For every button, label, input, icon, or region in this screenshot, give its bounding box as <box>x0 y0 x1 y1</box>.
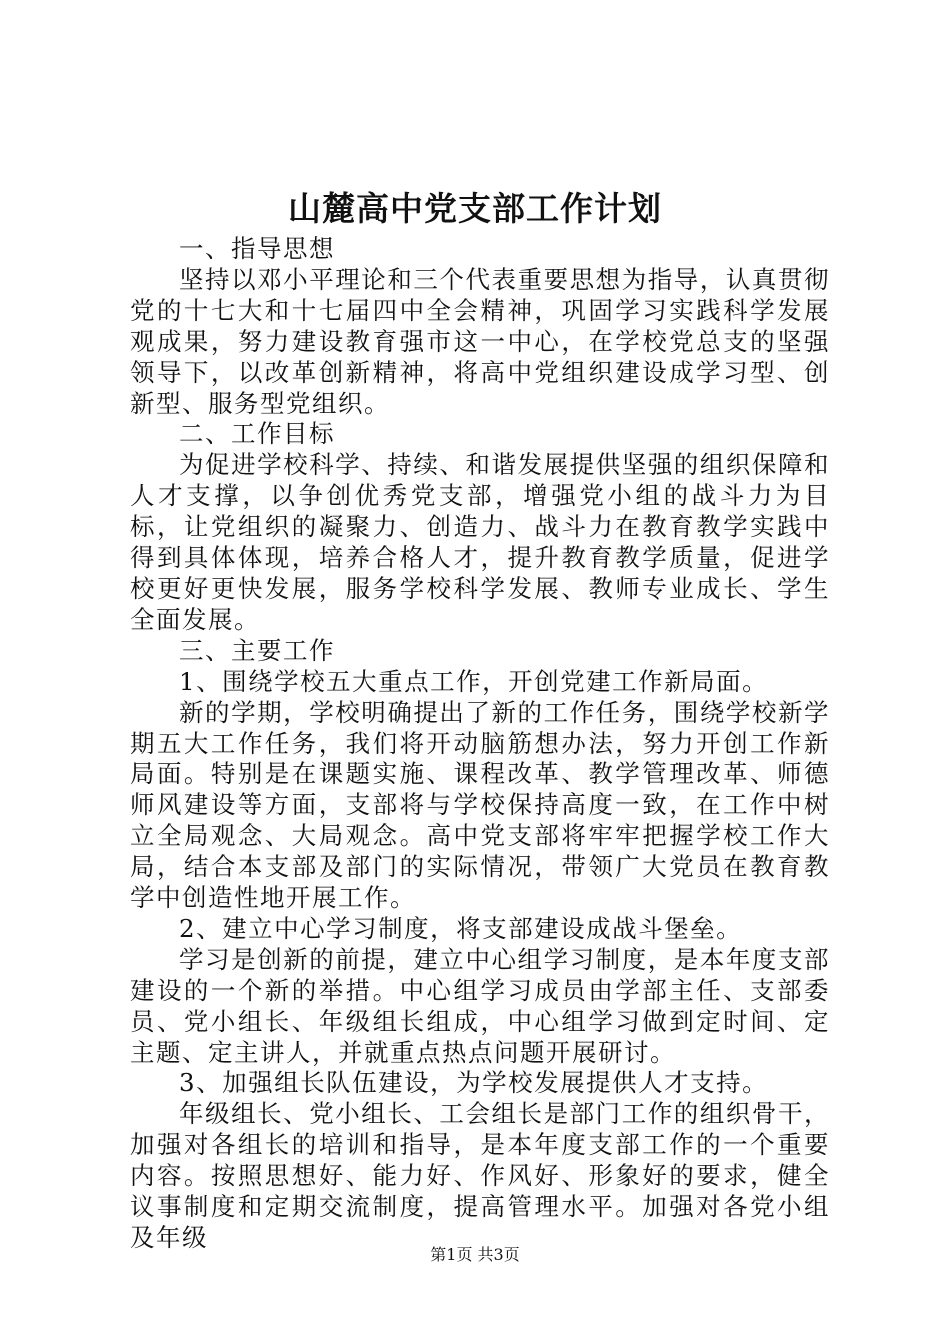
section-heading-main-work: 三、主要工作 <box>179 635 335 665</box>
document-body <box>130 234 830 1254</box>
paragraph-guiding-ideology: 坚持以邓小平理论和三个代表重要思想为指导，认真贯彻党的十七大和十七届四中全会精神，巩固学习实践科学发展观成果，努力建设教育强市这一中心，在学校党总支的坚强领导下，以改革创新精神，将高中党组织建设成学习型、创新型、服务型党组织。 <box>130 264 830 418</box>
subheading-item-3: 3、加强组长队伍建设，为学校发展提供人才支持。 <box>179 1068 769 1098</box>
subheading-item-1: 1、围绕学校五大重点工作，开创党建工作新局面。 <box>179 666 769 696</box>
paragraph-item-1: 新的学期，学校明确提出了新的工作任务，围绕学校新学期五大工作任务，我们将开动脑筋想办法，努力开创工作新局面。特别是在课题实施、课程改革、教学管理改革、师德师风建设等方面，支部将与学校保持高度一致，在工作中树立全局观念、大局观念。高中党支部将牢牢把握学校工作大局，结合本支部及部门的实际情况，带领广大党员在教育教学中创造性地开展工作。 <box>130 697 830 913</box>
section-heading-work-goals: 二、工作目标 <box>179 419 335 449</box>
subheading-item-2: 2、建立中心学习制度，将支部建设成战斗堡垒。 <box>179 913 743 943</box>
paragraph-item-3: 年级组长、党小组长、工会组长是部门工作的组织骨干，加强对各组长的培训和指导，是本年度支部工作的一个重要内容。按照思想好、能力好、作风好、形象好的要求，健全议事制度和定期交流制度，提高管理水平。加强对各党小组及年级 <box>130 1099 830 1252</box>
page-footer-indicator: 第1页 共3页 <box>430 1245 520 1264</box>
paragraph-item-2: 学习是创新的前提，建立中心组学习制度，是本年度支部建设的一个新的举措。中心组学习成员由学部主任、支部委员、党小组长、年级组长组成，中心组学习做到定时间、定主题、定主讲人，并就重点热点问题开展研讨。 <box>130 944 830 1067</box>
paragraph-work-goals: 为促进学校科学、持续、和谐发展提供坚强的组织保障和人才支撑，以争创优秀党支部，增强党小组的战斗力为目标，让党组织的凝聚力、创造力、战斗力在教育教学实践中得到具体体现，培养合格人才，提升教育教学质量，促进学校更好更快发展，服务学校科学发展、教师专业成长、学生全面发展。 <box>130 450 830 634</box>
section-heading-guiding-ideology: 一、指导思想 <box>179 234 335 263</box>
document-title: 山麓高中党支部工作计划 <box>288 189 662 228</box>
